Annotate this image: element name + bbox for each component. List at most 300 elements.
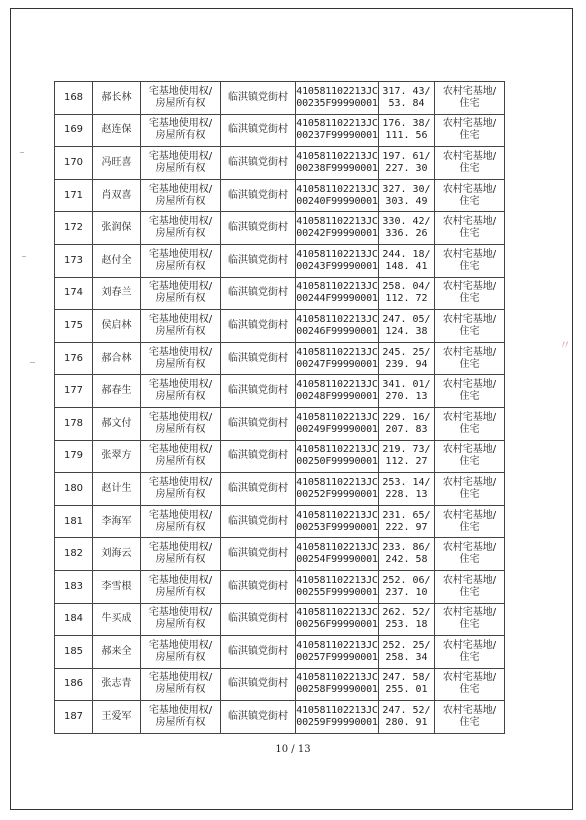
parcel-code-cell <box>296 473 379 506</box>
location-cell <box>221 701 296 734</box>
area: 227. 30 <box>385 162 428 174</box>
right-type-cell <box>141 212 221 245</box>
holder-name-cell <box>93 114 141 147</box>
land-use: 农村宅基地/ <box>442 542 497 554</box>
land-use: 住宅 <box>459 162 480 174</box>
holder-name: 赵连保 <box>101 124 132 136</box>
land-use-cell <box>435 505 505 538</box>
area-cell <box>379 603 435 636</box>
right-type-cell <box>141 407 221 440</box>
right-type: 房屋所有权 <box>155 586 206 598</box>
table-row <box>55 603 505 636</box>
holder-name: 牛买成 <box>101 613 132 625</box>
land-use-cell <box>435 310 505 343</box>
right-type: 房屋所有权 <box>155 456 206 468</box>
area-cell <box>379 538 435 571</box>
location-cell <box>221 147 296 180</box>
holder-name: 郝来全 <box>101 645 132 657</box>
holder-name-cell <box>93 636 141 669</box>
land-use: 农村宅基地/ <box>442 313 497 325</box>
land-use-cell <box>435 212 505 245</box>
land-use: 农村宅基地/ <box>442 183 497 195</box>
parcel-code: 00243F99990001 <box>296 260 378 272</box>
row-number: 175 <box>63 319 84 331</box>
row-number-cell <box>55 342 93 375</box>
holder-name: 肖双喜 <box>101 189 132 201</box>
land-use-cell <box>435 636 505 669</box>
parcel-code-cell <box>296 505 379 538</box>
area: 317. 43/ <box>382 85 431 97</box>
parcel-code-cell <box>296 375 379 408</box>
right-type: 宅基地使用权/ <box>148 85 213 97</box>
table-row <box>55 505 505 538</box>
scan-speck <box>30 362 35 363</box>
area-cell <box>379 570 435 603</box>
area-cell <box>379 473 435 506</box>
holder-name-cell <box>93 244 141 277</box>
holder-name: 郝长林 <box>101 91 132 103</box>
area: 247. 58/ <box>382 672 431 684</box>
area: 330. 42/ <box>382 216 431 228</box>
parcel-code: 00244F99990001 <box>296 293 378 305</box>
row-number-cell <box>55 310 93 343</box>
holder-name: 刘春兰 <box>101 287 132 299</box>
right-type-cell <box>141 701 221 734</box>
land-use: 住宅 <box>459 260 480 272</box>
parcel-code: 00235F99990001 <box>296 97 378 109</box>
row-number: 185 <box>63 645 84 657</box>
row-number: 184 <box>63 613 84 625</box>
right-type-cell <box>141 668 221 701</box>
parcel-code: 00259F99990001 <box>296 717 378 729</box>
row-number-cell <box>55 375 93 408</box>
row-number-cell <box>55 668 93 701</box>
holder-name: 郝合林 <box>101 352 132 364</box>
area: 336. 26 <box>385 228 428 240</box>
row-number: 179 <box>63 450 84 462</box>
right-type-cell <box>141 505 221 538</box>
holder-name-cell <box>93 310 141 343</box>
holder-name: 王爱军 <box>101 711 132 723</box>
area-cell <box>379 277 435 310</box>
parcel-code-cell <box>296 538 379 571</box>
table-row <box>55 179 505 212</box>
right-type: 房屋所有权 <box>155 260 206 272</box>
parcel-code-cell <box>296 701 379 734</box>
location-cell <box>221 440 296 473</box>
right-type: 房屋所有权 <box>155 97 206 109</box>
land-use: 住宅 <box>459 488 480 500</box>
row-number: 174 <box>63 287 84 299</box>
location: 临淇镇党街村 <box>228 352 288 364</box>
parcel-code: 00257F99990001 <box>296 651 378 663</box>
right-type: 房屋所有权 <box>155 130 206 142</box>
land-use: 住宅 <box>459 521 480 533</box>
table-row <box>55 212 505 245</box>
land-use: 住宅 <box>459 684 480 696</box>
area: 231. 65/ <box>382 509 431 521</box>
land-use: 住宅 <box>459 97 480 109</box>
right-type-cell <box>141 179 221 212</box>
right-type: 宅基地使用权/ <box>148 444 213 456</box>
parcel-code: 410581102213JC <box>296 705 378 717</box>
holder-name-cell <box>93 440 141 473</box>
land-use-cell <box>435 114 505 147</box>
area-cell <box>379 440 435 473</box>
location: 临淇镇党街村 <box>228 450 288 462</box>
land-use: 住宅 <box>459 325 480 337</box>
area: 252. 25/ <box>382 639 431 651</box>
parcel-code: 410581102213JC <box>296 150 378 162</box>
parcel-code: 410581102213JC <box>296 183 378 195</box>
area: 244. 18/ <box>382 248 431 260</box>
holder-name-cell <box>93 147 141 180</box>
holder-name: 赵计生 <box>101 482 132 494</box>
land-use: 农村宅基地/ <box>442 216 497 228</box>
land-use-cell <box>435 244 505 277</box>
row-number-cell <box>55 473 93 506</box>
row-number-cell <box>55 407 93 440</box>
parcel-code: 410581102213JC <box>296 379 378 391</box>
land-use: 农村宅基地/ <box>442 444 497 456</box>
parcel-code: 00247F99990001 <box>296 358 378 370</box>
parcel-code-cell <box>296 310 379 343</box>
right-type: 宅基地使用权/ <box>148 639 213 651</box>
holder-name-cell <box>93 179 141 212</box>
area: 112. 72 <box>385 293 428 305</box>
parcel-code: 410581102213JC <box>296 607 378 619</box>
parcel-code-cell <box>296 636 379 669</box>
land-use: 农村宅基地/ <box>442 85 497 97</box>
parcel-code: 00253F99990001 <box>296 521 378 533</box>
area: 255. 01 <box>385 684 428 696</box>
right-type: 宅基地使用权/ <box>148 509 213 521</box>
table-row <box>55 701 505 734</box>
land-use-cell <box>435 668 505 701</box>
right-type-cell <box>141 277 221 310</box>
location: 临淇镇党街村 <box>228 287 288 299</box>
area-cell <box>379 636 435 669</box>
location-cell <box>221 505 296 538</box>
parcel-code-cell <box>296 342 379 375</box>
right-type-cell <box>141 473 221 506</box>
area: 222. 97 <box>385 521 428 533</box>
holder-name-cell <box>93 603 141 636</box>
location-cell <box>221 538 296 571</box>
row-number-cell <box>55 570 93 603</box>
row-number: 169 <box>63 124 84 136</box>
right-type: 房屋所有权 <box>155 554 206 566</box>
area-cell <box>379 147 435 180</box>
holder-name-cell <box>93 375 141 408</box>
row-number-cell <box>55 244 93 277</box>
right-type: 房屋所有权 <box>155 162 206 174</box>
parcel-code-cell <box>296 212 379 245</box>
parcel-code: 00238F99990001 <box>296 162 378 174</box>
area: 245. 25/ <box>382 346 431 358</box>
land-use: 住宅 <box>459 717 480 729</box>
land-use: 住宅 <box>459 358 480 370</box>
parcel-code-cell <box>296 570 379 603</box>
land-use: 住宅 <box>459 228 480 240</box>
area-cell <box>379 505 435 538</box>
right-type-cell <box>141 342 221 375</box>
area: 262. 52/ <box>382 607 431 619</box>
parcel-code: 00255F99990001 <box>296 586 378 598</box>
right-type: 房屋所有权 <box>155 619 206 631</box>
table-row <box>55 147 505 180</box>
row-number: 187 <box>63 711 84 723</box>
location-cell <box>221 473 296 506</box>
right-type-cell <box>141 244 221 277</box>
holder-name-cell <box>93 538 141 571</box>
holder-name: 赵付全 <box>101 254 132 266</box>
holder-name: 张翠方 <box>101 450 132 462</box>
area: 270. 13 <box>385 391 428 403</box>
row-number-cell <box>55 147 93 180</box>
location-cell <box>221 114 296 147</box>
location: 临淇镇党街村 <box>228 548 288 560</box>
land-use: 住宅 <box>459 195 480 207</box>
land-use-cell <box>435 701 505 734</box>
land-use-cell <box>435 570 505 603</box>
parcel-code: 00240F99990001 <box>296 195 378 207</box>
area-cell <box>379 310 435 343</box>
area: 219. 73/ <box>382 444 431 456</box>
parcel-code: 410581102213JC <box>296 476 378 488</box>
parcel-code-cell <box>296 82 379 115</box>
holder-name: 郝春生 <box>101 385 132 397</box>
parcel-code-cell <box>296 277 379 310</box>
land-use: 住宅 <box>459 456 480 468</box>
right-type: 宅基地使用权/ <box>148 281 213 293</box>
location-cell <box>221 375 296 408</box>
land-use: 住宅 <box>459 651 480 663</box>
parcel-code: 00250F99990001 <box>296 456 378 468</box>
area-cell <box>379 212 435 245</box>
area: 258. 04/ <box>382 281 431 293</box>
land-use: 农村宅基地/ <box>442 150 497 162</box>
area-cell <box>379 342 435 375</box>
location-cell <box>221 82 296 115</box>
land-use-cell <box>435 538 505 571</box>
right-type: 宅基地使用权/ <box>148 476 213 488</box>
area: 176. 38/ <box>382 118 431 130</box>
location-cell <box>221 342 296 375</box>
right-type: 宅基地使用权/ <box>148 183 213 195</box>
row-number-cell <box>55 701 93 734</box>
right-type: 房屋所有权 <box>155 684 206 696</box>
parcel-code: 410581102213JC <box>296 248 378 260</box>
area: 258. 34 <box>385 651 428 663</box>
right-type-cell <box>141 538 221 571</box>
location: 临淇镇党街村 <box>228 254 288 266</box>
right-type: 宅基地使用权/ <box>148 542 213 554</box>
parcel-code: 00254F99990001 <box>296 554 378 566</box>
parcel-code: 00249F99990001 <box>296 423 378 435</box>
location-cell <box>221 570 296 603</box>
holder-name: 张润保 <box>101 222 132 234</box>
land-use: 农村宅基地/ <box>442 118 497 130</box>
right-type: 宅基地使用权/ <box>148 607 213 619</box>
location: 临淇镇党街村 <box>228 613 288 625</box>
location: 临淇镇党街村 <box>228 124 288 136</box>
scan-speck <box>20 152 24 153</box>
location: 临淇镇党街村 <box>228 711 288 723</box>
table-row <box>55 277 505 310</box>
right-type: 宅基地使用权/ <box>148 672 213 684</box>
area-cell <box>379 407 435 440</box>
holder-name-cell <box>93 701 141 734</box>
parcel-code: 410581102213JC <box>296 313 378 325</box>
location-cell <box>221 212 296 245</box>
parcel-code: 00248F99990001 <box>296 391 378 403</box>
land-use: 农村宅基地/ <box>442 607 497 619</box>
parcel-code: 00246F99990001 <box>296 325 378 337</box>
parcel-code-cell <box>296 147 379 180</box>
land-use: 住宅 <box>459 391 480 403</box>
land-use-cell <box>435 342 505 375</box>
area: 280. 91 <box>385 717 428 729</box>
row-number-cell <box>55 538 93 571</box>
right-type: 宅基地使用权/ <box>148 216 213 228</box>
table-row <box>55 473 505 506</box>
land-use: 农村宅基地/ <box>442 705 497 717</box>
area: 327. 30/ <box>382 183 431 195</box>
area: 247. 05/ <box>382 313 431 325</box>
location-cell <box>221 603 296 636</box>
right-type: 房屋所有权 <box>155 391 206 403</box>
parcel-code: 410581102213JC <box>296 639 378 651</box>
parcel-code: 410581102213JC <box>296 542 378 554</box>
row-number-cell <box>55 82 93 115</box>
holder-name-cell <box>93 668 141 701</box>
holder-name-cell <box>93 570 141 603</box>
area: 242. 58 <box>385 554 428 566</box>
right-type: 宅基地使用权/ <box>148 118 213 130</box>
right-type: 宅基地使用权/ <box>148 574 213 586</box>
table-row <box>55 114 505 147</box>
area: 237. 10 <box>385 586 428 598</box>
land-use-cell <box>435 375 505 408</box>
parcel-code: 410581102213JC <box>296 118 378 130</box>
table-row <box>55 668 505 701</box>
table-row <box>55 538 505 571</box>
right-type: 房屋所有权 <box>155 358 206 370</box>
location-cell <box>221 179 296 212</box>
location: 临淇镇党街村 <box>228 156 288 168</box>
right-type: 宅基地使用权/ <box>148 411 213 423</box>
row-number-cell <box>55 179 93 212</box>
table-row <box>55 375 505 408</box>
table-row <box>55 82 505 115</box>
right-type-cell <box>141 570 221 603</box>
location: 临淇镇党街村 <box>228 385 288 397</box>
row-number: 173 <box>63 254 84 266</box>
land-use: 住宅 <box>459 554 480 566</box>
property-register-table <box>54 81 505 734</box>
location: 临淇镇党街村 <box>228 222 288 234</box>
parcel-code: 410581102213JC <box>296 85 378 97</box>
right-type-cell <box>141 636 221 669</box>
right-type: 宅基地使用权/ <box>148 150 213 162</box>
location-cell <box>221 407 296 440</box>
parcel-code-cell <box>296 668 379 701</box>
location: 临淇镇党街村 <box>228 417 288 429</box>
row-number: 176 <box>63 352 84 364</box>
right-type: 宅基地使用权/ <box>148 313 213 325</box>
holder-name-cell <box>93 342 141 375</box>
area: 303. 49 <box>385 195 428 207</box>
right-type-cell <box>141 440 221 473</box>
parcel-code: 410581102213JC <box>296 444 378 456</box>
land-use: 住宅 <box>459 130 480 142</box>
row-number: 170 <box>63 156 84 168</box>
area: 341. 01/ <box>382 379 431 391</box>
parcel-code-cell <box>296 114 379 147</box>
right-type: 宅基地使用权/ <box>148 705 213 717</box>
row-number-cell <box>55 114 93 147</box>
land-use: 农村宅基地/ <box>442 509 497 521</box>
parcel-code: 410581102213JC <box>296 216 378 228</box>
area: 233. 86/ <box>382 542 431 554</box>
area: 247. 52/ <box>382 705 431 717</box>
land-use: 农村宅基地/ <box>442 639 497 651</box>
right-type: 房屋所有权 <box>155 228 206 240</box>
row-number: 181 <box>63 515 84 527</box>
right-type-cell <box>141 310 221 343</box>
land-use: 农村宅基地/ <box>442 281 497 293</box>
land-use-cell <box>435 179 505 212</box>
area: 124. 38 <box>385 325 428 337</box>
row-number: 172 <box>63 222 84 234</box>
table-row <box>55 407 505 440</box>
row-number-cell <box>55 212 93 245</box>
table-row <box>55 342 505 375</box>
parcel-code: 410581102213JC <box>296 411 378 423</box>
location: 临淇镇党街村 <box>228 189 288 201</box>
row-number: 182 <box>63 548 84 560</box>
table-row <box>55 440 505 473</box>
holder-name-cell <box>93 473 141 506</box>
land-use: 农村宅基地/ <box>442 672 497 684</box>
land-use: 农村宅基地/ <box>442 574 497 586</box>
row-number: 168 <box>63 91 84 103</box>
area: 253. 14/ <box>382 476 431 488</box>
right-type: 宅基地使用权/ <box>148 379 213 391</box>
holder-name: 刘海云 <box>101 548 132 560</box>
parcel-code: 410581102213JC <box>296 281 378 293</box>
area: 228. 13 <box>385 488 428 500</box>
page-number: 10 / 13 <box>275 744 311 755</box>
location: 临淇镇党街村 <box>228 91 288 103</box>
area: 253. 18 <box>385 619 428 631</box>
area-cell <box>379 244 435 277</box>
row-number: 177 <box>63 385 84 397</box>
parcel-code: 410581102213JC <box>296 672 378 684</box>
table-row <box>55 244 505 277</box>
parcel-code-cell <box>296 603 379 636</box>
row-number-cell <box>55 636 93 669</box>
row-number-cell <box>55 603 93 636</box>
holder-name: 李海军 <box>101 515 132 527</box>
parcel-code: 410581102213JC <box>296 574 378 586</box>
land-use: 农村宅基地/ <box>442 248 497 260</box>
holder-name-cell <box>93 505 141 538</box>
parcel-code: 00256F99990001 <box>296 619 378 631</box>
area-cell <box>379 114 435 147</box>
row-number: 178 <box>63 417 84 429</box>
